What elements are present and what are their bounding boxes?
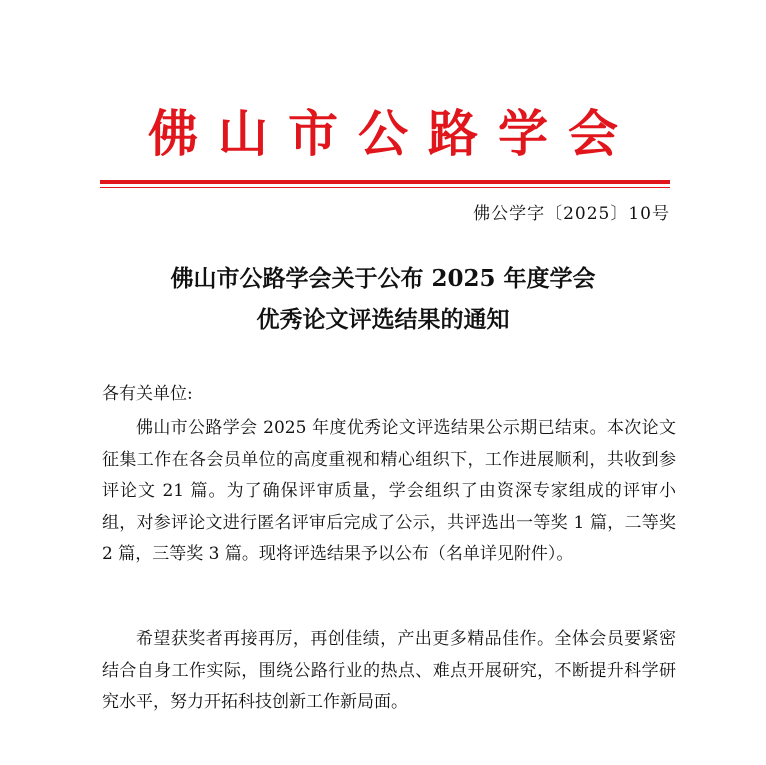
notice-title-line-1: 佛山市公路学会关于公布 2025 年度学会	[170, 265, 596, 292]
body-paragraph-1: 佛山市公路学会 2025 年度优秀论文评选结果公示期已结束。本次论文征集工作在各会员单位的高度重视和精心组织下，工作进展顺利，共收到参评论文 21 篇。为了确保评审质量，学会组织了由资深专家组成的评审小组，对参评论文进行匿名评审后完成了公示，共评选出一等奖 1 篇，二等奖 2 篇，三等奖 3 篇。现将评选结果予以公布（名单详见附件）。	[102, 418, 676, 564]
masthead-divider-thick	[100, 180, 670, 184]
document-number: 佛公学字〔2025〕10号	[473, 204, 670, 224]
notice-title-line-2: 优秀论文评选结果的通知	[256, 306, 510, 333]
organization-masthead: 佛山市公路学会	[148, 104, 638, 163]
salutation: 各有关单位:	[102, 384, 193, 404]
masthead-divider-thin	[100, 187, 670, 188]
body-paragraph-2: 希望获奖者再接再厉，再创佳绩，产出更多精品佳作。全体会员要紧密结合自身工作实际，围绕公路行业的热点、难点开展研究，不断提升科学研究水平，努力开拓科技创新工作新局面。	[102, 629, 676, 712]
